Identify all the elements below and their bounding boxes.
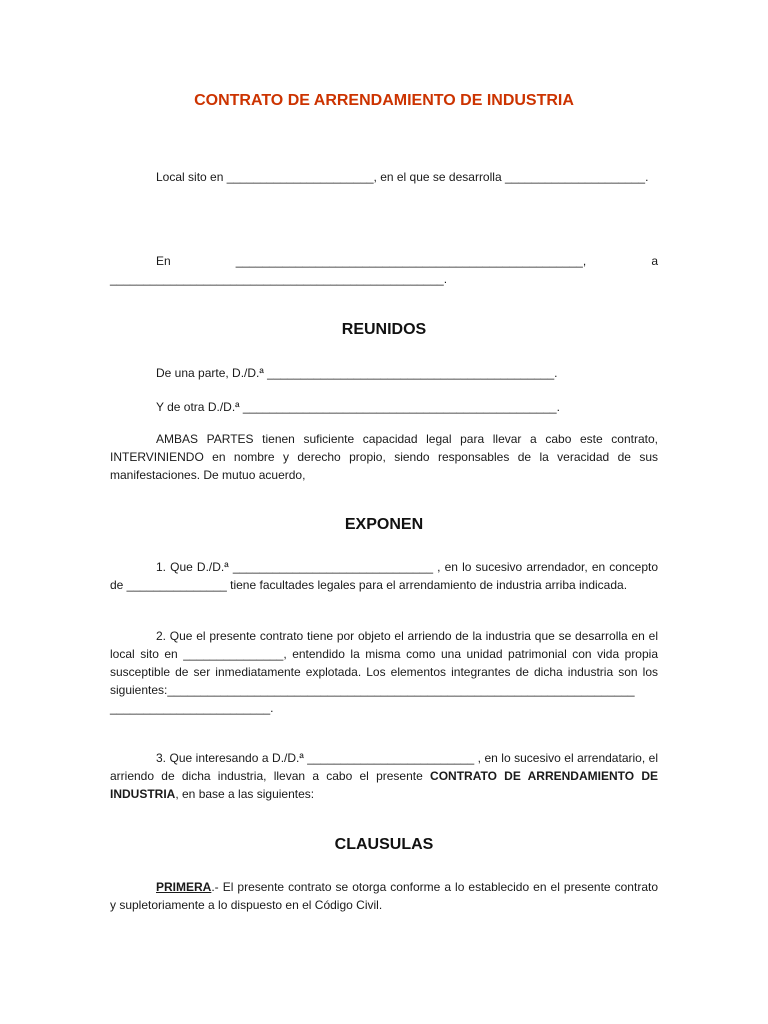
heading-exponen: EXPONEN (344, 516, 424, 533)
exponen-item-3 (110, 749, 658, 803)
exponen-3-end: , en base a las siguientes: (175, 787, 315, 801)
clausula-primera (110, 878, 658, 914)
primera-text: .- El presente contrato se otorga conforme a lo establecido en el presente contrato y supletoriamente a lo dispuesto en el Código Civil. (110, 880, 658, 912)
exponen-item-1: 1. Que D./D.ª ______________________________ , en lo sucesivo arrendador, en concepto de _______________ tiene facultades legales para el arrendamiento de industria arriba indicada. (110, 560, 658, 592)
intro-local-paragraph: Local sito en ______________________, en el que se desarrolla _____________________. (156, 170, 649, 184)
exponen-3-start: 3. Que interesando a D./D.ª _________________________ , en lo sucesivo el arrendatario, el arriendo de dicha industria, llevan a cabo el presente (110, 751, 658, 783)
heading-clausulas: CLAUSULAS (334, 836, 434, 853)
exponen-3-contract-name: CONTRATO DE ARRENDAMIENTO DE INDUSTRIA (110, 769, 658, 801)
document-title: CONTRATO DE ARRENDAMIENTO DE INDUSTRIA (194, 92, 574, 109)
exponen-item-2: 2. Que el presente contrato tiene por objeto el arriendo de la industria que se desarrolla en el local sito en _______________, entendido la misma como una unidad patrimonial con vida propia susceptible de ser inmediatamente explotada. Los elementos integrantes de dicha industria son los siguientes:______________________________________________________________________ ________________________. (110, 629, 658, 715)
primera-label: PRIMERA (156, 880, 212, 894)
reunidos-parte-2: Y de otra D./D.ª _______________________________________________. (156, 400, 560, 414)
heading-reunidos: REUNIDOS (341, 321, 427, 338)
reunidos-parte-1: De una parte, D./D.ª ___________________________________________. (156, 366, 558, 380)
ambas-partes-paragraph: AMBAS PARTES tienen suficiente capacidad legal para llevar a cabo este contrato, INTERVINIENDO en nombre y derecho propio, siendo responsables de la veracidad de sus manifestaciones. De mutuo acuerdo, (110, 432, 658, 482)
intro-en-paragraph: En ____________________________________________________, a __________________________________________________. (110, 254, 658, 286)
